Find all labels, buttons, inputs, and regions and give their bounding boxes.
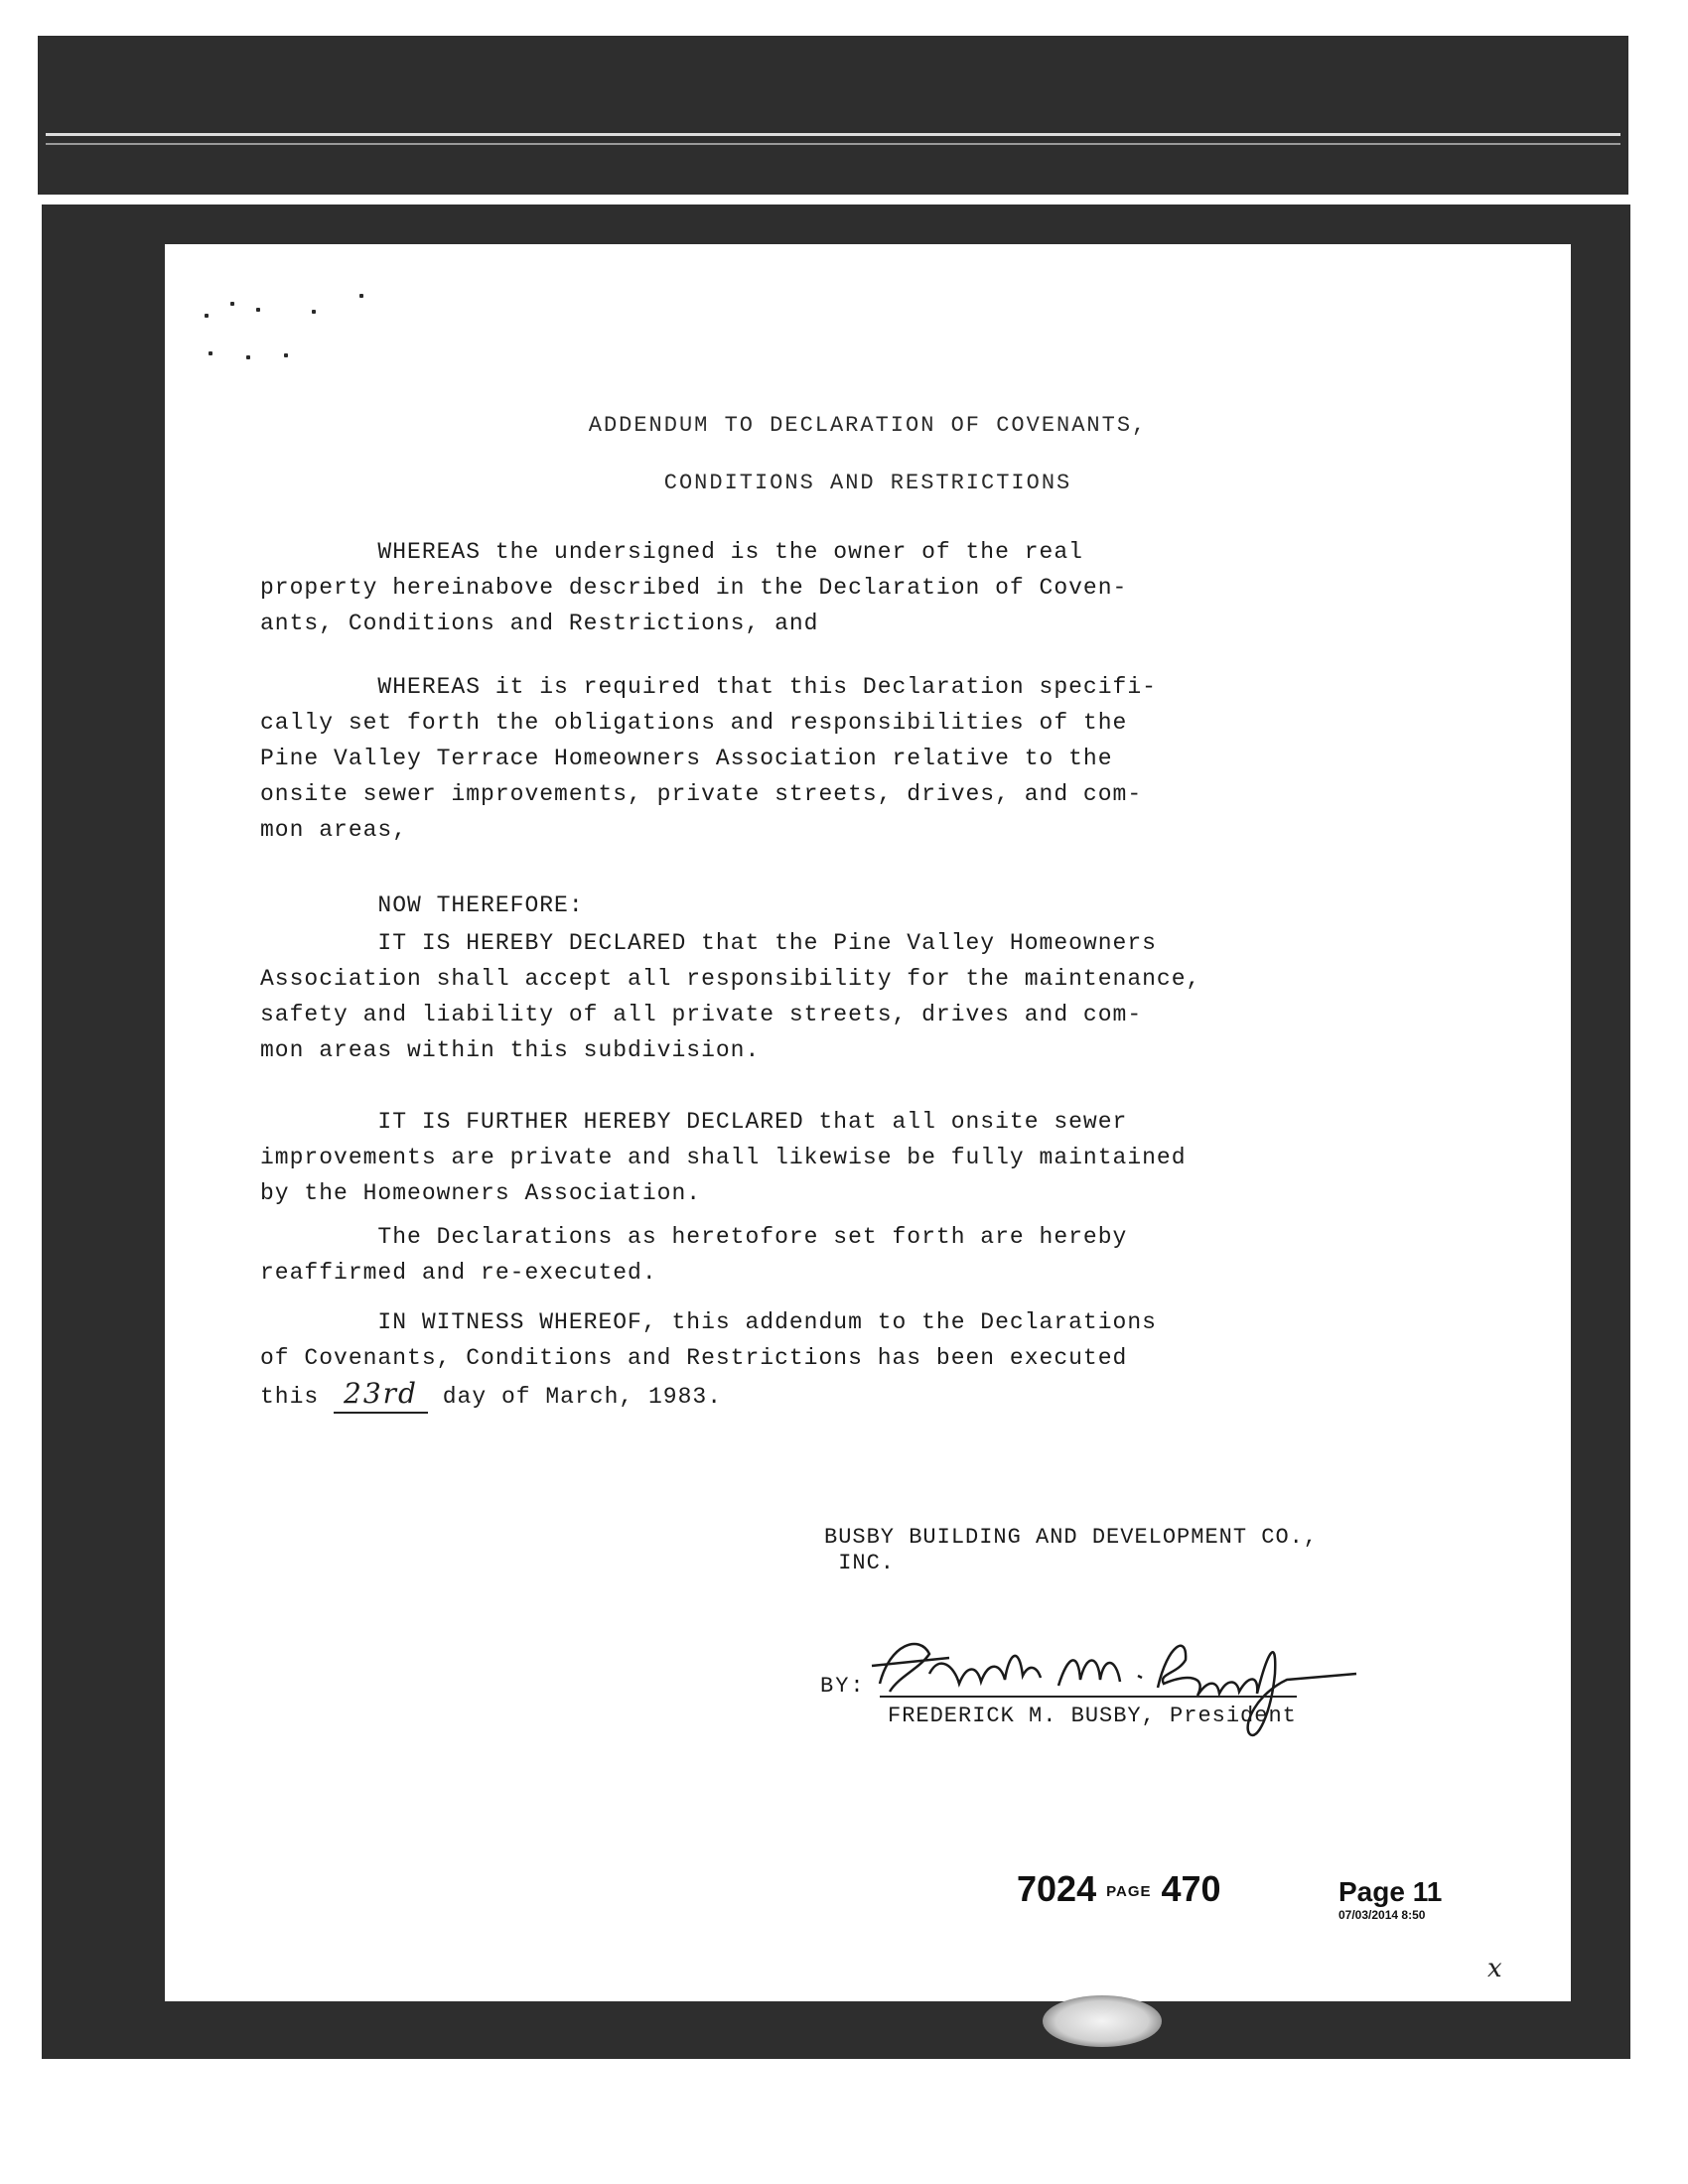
paragraph-witness-whereof: IN WITNESS WHEREOF, this addendum to the Declarations of Covenants, Conditions and Restrictions has been executed: [260, 1309, 1157, 1371]
scan-speck: [230, 302, 234, 306]
scan-blot: [1043, 1995, 1162, 2047]
paragraph-hereby-declared: IT IS HEREBY DECLARED that the Pine Valley Homeowners Association shall accept all responsibility for the maintenance, safety and liability of all private streets, drives and com- mon areas within this subdivision.: [260, 930, 1201, 1063]
document-page: [165, 244, 1571, 2001]
paragraph-reaffirmed: The Declarations as heretofore set forth are hereby reaffirmed and re-executed.: [260, 1224, 1128, 1286]
document-title-line2: CONDITIONS AND RESTRICTIONS: [663, 471, 1072, 495]
by-label: BY:: [820, 1674, 866, 1699]
scan-speck: [256, 308, 260, 312]
company-name: BUSBY BUILDING AND DEVELOPMENT CO., INC.: [824, 1525, 1319, 1575]
scan-streak: [46, 133, 1620, 136]
stamp-page-label: Page 11: [1338, 1876, 1443, 1907]
handwritten-signature: [860, 1614, 1376, 1753]
stamp-timestamp: 07/03/2014 8:50: [1338, 1908, 1426, 1922]
scan-speck: [205, 314, 209, 318]
signer-name: FREDERICK M. BUSBY, President: [888, 1704, 1297, 1728]
scan-frame: [42, 205, 1630, 2059]
scan-speck: [246, 355, 250, 359]
page-number: 470: [1161, 1868, 1221, 1909]
paragraph-whereas-owner: WHEREAS the undersigned is the owner of the real property hereinabove described in the Declaration of Coven- ants, Conditions and Restrictions, and: [260, 539, 1128, 636]
corner-mark: x: [1487, 1954, 1502, 1983]
book-number: 7024: [1017, 1868, 1097, 1909]
scan-speck: [359, 294, 363, 298]
scan-speck: [312, 310, 316, 314]
scan-speck: [209, 351, 212, 355]
paragraph-whereas-required: WHEREAS it is required that this Declaration specifi- cally set forth the obligations and responsibilities of the Pine Valley Terrace Homeowners Association relative to the onsite sewer improvements, private streets, drives, and com- mon areas,: [260, 674, 1157, 843]
handwritten-date: 23rd: [334, 1376, 428, 1414]
date-suffix: day of March, 1983.: [427, 1384, 722, 1410]
now-therefore-heading: NOW THEREFORE:: [260, 892, 584, 918]
scan-streak: [46, 143, 1620, 145]
signature-line: [880, 1696, 1297, 1698]
scan-speck: [284, 353, 288, 357]
paragraph-further-declared: IT IS FURTHER HEREBY DECLARED that all onsite sewer improvements are private and shall likewise be fully maintained by the Homeowners Association.: [260, 1109, 1187, 1206]
page-word: PAGE: [1106, 1882, 1152, 1900]
document-title-line1: ADDENDUM TO DECLARATION OF COVENANTS,: [588, 413, 1148, 438]
date-prefix: this: [260, 1384, 335, 1410]
page-stamp: [1338, 1876, 1442, 1922]
execution-date-line: [260, 1376, 722, 1415]
scan-top-border: [38, 36, 1628, 195]
recording-book-page: [1017, 1868, 1221, 1910]
